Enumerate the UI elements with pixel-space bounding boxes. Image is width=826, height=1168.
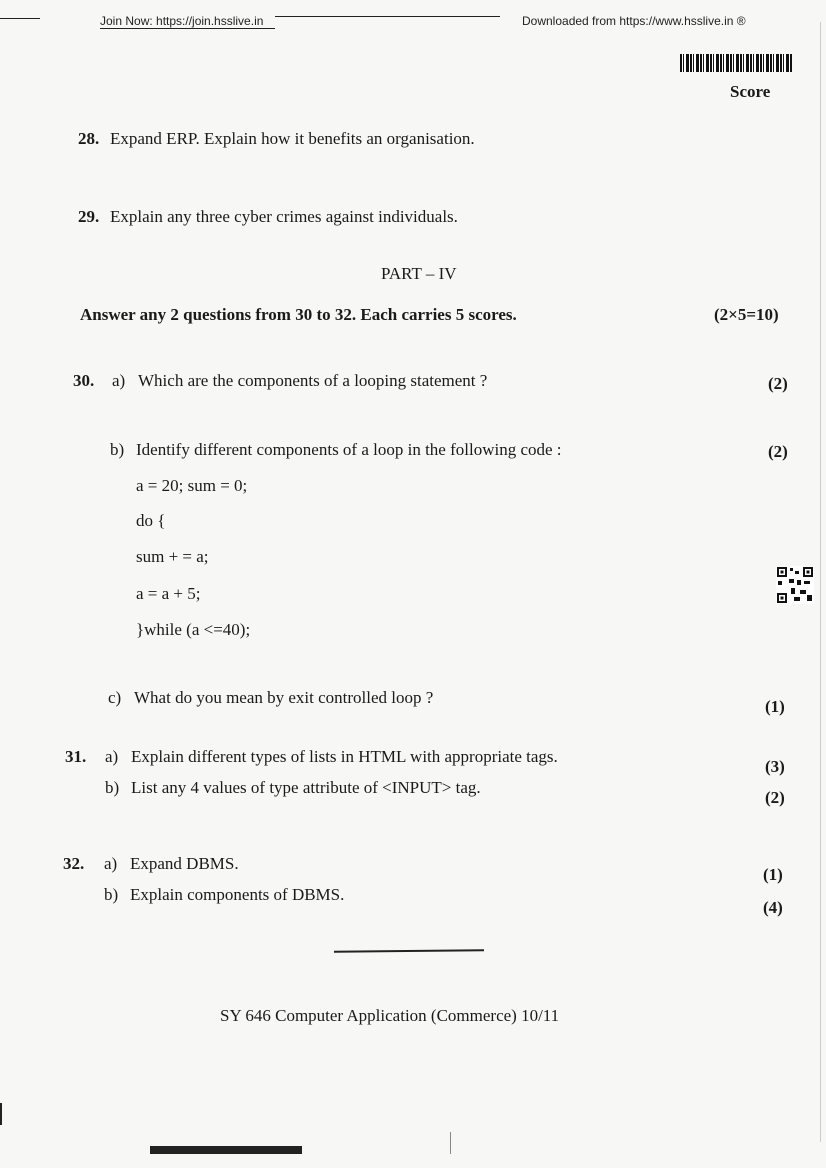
question-30c-label: c) (108, 688, 122, 707)
question-32a-label: a) (104, 854, 118, 873)
question-32b-text: Explain components of DBMS. (130, 885, 345, 904)
question-29-text: Explain any three cyber crimes against individuals. (110, 207, 458, 226)
score-label: Score (730, 82, 771, 101)
question-31b-label: b) (105, 778, 120, 797)
header-left-link[interactable]: Join Now: https://join.hsslive.in (100, 14, 264, 28)
question-30b-label: b) (110, 440, 125, 459)
scan-bottom-bar (150, 1146, 302, 1154)
code-line: }while (a <=40); (136, 620, 251, 639)
question-31-number: 31. (65, 747, 87, 766)
question-30b-text: Identify different components of a loop in the following code : (136, 440, 562, 459)
question-31b-text: List any 4 values of type attribute of <INPUT> tag. (131, 778, 481, 797)
question-30a-text: Which are the components of a looping statement ? (138, 371, 488, 390)
qr-code-image (776, 566, 814, 604)
question-31b-score: (2) (765, 788, 785, 807)
question-30b-score: (2) (768, 442, 788, 461)
question-31a-text: Explain different types of lists in HTML with appropriate tags. (131, 747, 558, 766)
code-line: sum + = a; (136, 547, 209, 566)
page-footer: SY 646 Computer Application (Commerce) 10/11 (220, 1006, 560, 1025)
question-30c-text: What do you mean by exit controlled loop ? (134, 688, 434, 707)
question-32-number: 32. (63, 854, 85, 873)
question-31a-label: a) (105, 747, 119, 766)
code-line: a = a + 5; (136, 584, 201, 603)
question-28-number: 28. (78, 129, 100, 148)
question-28-text: Expand ERP. Explain how it benefits an organisation. (110, 129, 475, 148)
question-30a-label: a) (112, 371, 126, 390)
part-iv-title: PART – IV (381, 264, 457, 283)
scan-edge-mark (0, 1103, 2, 1125)
part-iv-instruction: Answer any 2 questions from 30 to 32. Each carries 5 scores. (80, 305, 517, 324)
scan-edge-mark (0, 18, 40, 19)
end-divider (334, 949, 484, 952)
barcode-image (680, 54, 792, 72)
question-30c-score: (1) (765, 697, 785, 716)
header-rule (275, 16, 500, 17)
question-31a-score: (3) (765, 757, 785, 776)
question-32b-label: b) (104, 885, 119, 904)
question-32a-score: (1) (763, 865, 783, 884)
question-32a-text: Expand DBMS. (130, 854, 239, 873)
header-right-link[interactable]: Downloaded from https://www.hsslive.in ® (522, 14, 746, 28)
part-iv-total-score: (2×5=10) (714, 305, 779, 324)
question-30a-score: (2) (768, 374, 788, 393)
question-30-number: 30. (73, 371, 95, 390)
code-line: do { (136, 511, 166, 530)
code-line: a = 20; sum = 0; (136, 476, 248, 495)
question-29-number: 29. (78, 207, 100, 226)
header-underline-left (100, 28, 275, 29)
question-32b-score: (4) (763, 898, 783, 917)
scan-edge-mark (450, 1132, 451, 1154)
scan-right-edge (820, 22, 821, 1142)
